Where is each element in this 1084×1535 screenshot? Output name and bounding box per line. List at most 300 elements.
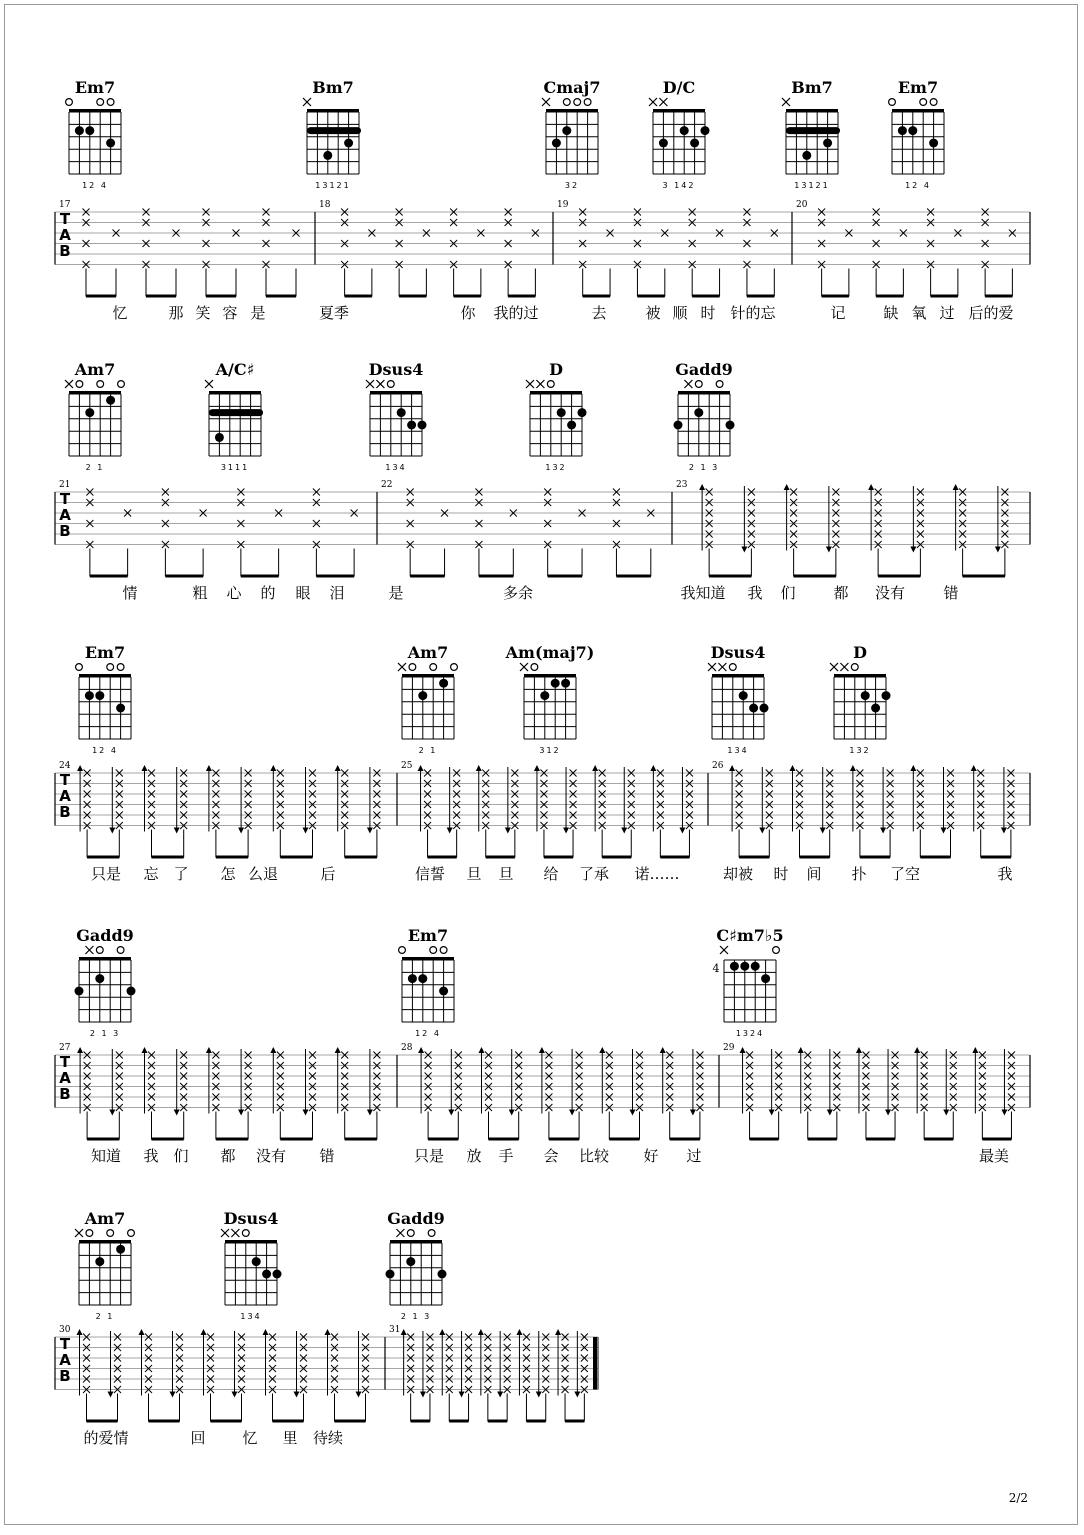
chord-name: D/C [662,78,696,97]
note-beam [609,1138,639,1141]
chord-fingering: 12 4 [415,1029,441,1038]
chord-name: Gadd9 [387,1209,445,1228]
chord-dot [749,704,758,713]
note-beam [860,856,890,859]
chord-dot [740,962,749,971]
chord-dot [659,139,668,148]
strum-arrowhead [784,484,790,490]
lyric-syllable: 了空 [889,865,921,883]
note-beam [709,575,751,578]
chord-dot [751,962,760,971]
chord-diagram [66,78,121,190]
strum-arrowhead [995,547,1001,553]
lyric-syllable: 回 [190,1429,206,1447]
chord-fingering: 2 1 3 [89,1029,121,1038]
strum-arrowhead [880,828,886,834]
open-string-mark [851,664,858,671]
strum-arrowhead [420,1392,426,1398]
chord-fingering: 32 [564,181,580,190]
note-beam [822,295,849,298]
chord-dot [557,408,566,417]
strum-arrowhead [574,1392,580,1398]
lyric-syllable: 多余 [502,584,534,602]
note-beam [345,1138,377,1141]
note-beam [216,1138,248,1141]
chord-dot [106,396,115,405]
strum-arrowhead [478,1329,484,1335]
open-string-mark [584,99,591,106]
lyric-syllable: 给 [543,865,559,883]
lyric-syllable: 我 [997,865,1013,883]
chord-barre [786,127,840,134]
open-string-mark [107,99,114,106]
chord-dot [802,151,811,160]
strum-arrowhead [238,828,244,834]
strum-arrowhead [303,1110,309,1116]
lyric-syllable: 么退 [247,865,279,883]
chord-dot [929,139,938,148]
measure-number: 26 [712,761,724,771]
lyric-syllable: 眼 [295,584,311,602]
lyric-syllable: 我知道 [680,584,726,602]
lyric-syllable: 都 [833,584,849,602]
strum-arrowhead [174,828,180,834]
lyric-syllable: 我的过 [493,304,539,322]
note-beam [985,295,1012,298]
chord-fingering: 2 1 [85,463,105,472]
strum-arrowhead [238,1110,244,1116]
note-beam [87,1138,119,1141]
chord-dot [418,974,427,983]
strum-arrowhead [139,1329,145,1335]
chord-fingering: 2 1 [95,1312,115,1321]
strum-arrowhead [650,765,656,771]
lyric-syllable: 缺 [883,304,899,322]
chord-dot [561,679,570,688]
note-beam [316,575,354,578]
strum-arrowhead [476,765,482,771]
strum-arrowhead [536,1392,542,1398]
measure-number: 18 [319,200,331,210]
strum-arrowhead [270,1047,276,1053]
lyric-syllable: 都 [220,1147,236,1165]
chord-diagram [303,78,361,190]
strum-arrowhead [563,828,569,834]
chord-dot [871,704,880,713]
chord-dot [408,974,417,983]
chord-diagram [708,643,769,755]
tab-clef-b: B [59,803,71,821]
measure-number: 31 [389,1325,401,1335]
chord-diagram [830,643,891,755]
chord-fingering: 312 [539,746,561,755]
strum-arrowhead [356,1392,362,1398]
tab-clef-a: A [59,787,71,805]
chord-dot [882,691,891,700]
chord-fingering: 2 1 [418,746,438,755]
lyric-syllable: 我 [143,1147,159,1165]
chord-fingering: 3 142 [662,181,696,190]
open-string-mark [66,99,73,106]
strum-arrowhead [505,828,511,834]
chord-dot [418,691,427,700]
chord-diagram [542,78,600,190]
strum-arrowhead [621,828,627,834]
lyric-syllable: 旦 [498,865,514,883]
strum-arrowhead [401,1329,407,1335]
note-beam [165,575,203,578]
chord-dot [438,1270,447,1279]
tab-clef-t: T [59,210,71,228]
lyric-syllable: 你 [460,304,476,322]
chord-name: Bm7 [312,78,354,97]
tab-clef-b: B [59,1367,71,1385]
strum-arrowhead [910,547,916,553]
note-beam [152,856,184,859]
chord-dot [761,974,770,983]
chord-fingering: 12 4 [92,746,118,755]
open-string-mark [409,664,416,671]
strum-arrowhead [201,1329,207,1335]
lyric-syllable: 的爱情 [83,1429,129,1447]
chord-dot [730,962,739,971]
tab-clef-b: B [59,522,71,540]
strum-arrowhead [325,1329,331,1335]
strum-arrowhead [459,1392,465,1398]
lyric-syllable: 们 [173,1147,189,1165]
open-string-mark [930,99,937,106]
open-string-mark [242,1230,249,1237]
chord-dot [85,126,94,135]
note-beam [878,575,920,578]
note-beam [565,1420,584,1423]
chord-dot [567,421,576,430]
tab-clef-t: T [59,1053,71,1071]
lyric-syllable: 间 [806,865,822,883]
strum-arrowhead [972,1047,978,1053]
lyric-syllable: 被 [645,304,661,322]
chord-name: D [853,643,867,662]
lyric-syllable: 们 [780,584,796,602]
open-string-mark [117,947,124,954]
chord-dot [116,1245,125,1254]
strum-arrowhead [335,765,341,771]
open-string-mark [889,99,896,106]
lyric-syllable: 知道 [90,1147,122,1165]
strum-arrowhead [534,765,540,771]
chord-diagram [398,643,457,755]
chord-name: Em7 [84,643,126,662]
strum-arrowhead [539,1047,545,1053]
chord-diagram [674,360,735,472]
lyric-syllable: 忆 [242,1429,258,1447]
note-beam [486,856,515,859]
note-beam [146,295,176,298]
open-string-mark [920,99,927,106]
strum-arrowhead [740,1047,746,1053]
chord-dot [75,987,84,996]
chord-dot [397,408,406,417]
lyric-syllable: 去 [591,304,607,322]
open-string-mark [107,664,114,671]
lyric-syllable: 心 [226,584,242,602]
strum-arrowhead [232,1392,238,1398]
chord-dot [407,421,416,430]
measure-number: 21 [59,480,71,490]
lyric-syllable: 了承 [578,865,610,883]
chord-fingering: 12 4 [82,181,108,190]
strum-arrowhead [206,1047,212,1053]
note-beam [241,575,279,578]
note-beam [982,1138,1011,1141]
note-beam [808,1138,837,1141]
chord-fingering: 134 [727,746,749,755]
tab-clef-a: A [59,1351,71,1369]
strum-arrowhead [759,828,765,834]
note-beam [428,856,457,859]
chord-fingering: 13121 [315,181,351,190]
strum-arrowhead [910,765,916,771]
chord-diagram [713,926,784,1038]
strum-arrowhead [142,765,148,771]
open-string-mark [96,947,103,954]
note-beam [90,575,128,578]
note-beam [616,575,650,578]
note-beam [583,295,610,298]
lyric-syllable: 扑 [851,865,867,883]
lyric-syllable: 我 [747,584,763,602]
chord-dot [701,126,710,135]
lyric-syllable: 旦 [466,865,482,883]
note-beam [489,1138,519,1141]
lyric-syllable: 过 [686,1147,702,1165]
chord-dot [418,421,427,430]
strum-arrowhead [1001,1110,1007,1116]
strum-arrowhead [827,1110,833,1116]
lyric-syllable: 顺 [672,304,688,322]
measure-number: 30 [59,1325,71,1335]
strum-arrowhead [971,765,977,771]
chord-diagram [75,926,136,1038]
note-beam [87,856,119,859]
chord-fingering: 132 [849,746,871,755]
chord-name: D [549,360,563,379]
chord-fingering: 1324 [735,1029,765,1038]
note-beam [670,1138,700,1141]
chord-name: Em7 [407,926,449,945]
chord-name: Dsus4 [368,360,424,379]
chord-fingering: 12 4 [905,181,931,190]
note-beam [794,575,836,578]
chord-dot [861,691,870,700]
chord-dot [551,679,560,688]
open-string-mark [76,381,83,388]
strum-arrowhead [690,1110,696,1116]
open-string-mark [117,664,124,671]
open-string-mark [76,664,83,671]
chord-dot [578,408,587,417]
strum-arrowhead [699,484,705,490]
chord-dot [344,139,353,148]
chord-dot [386,1270,395,1279]
strum-arrowhead [1001,828,1007,834]
open-string-mark [716,381,723,388]
chord-dot [106,139,115,148]
note-beam [747,295,774,298]
note-beam [544,856,573,859]
strum-arrowhead [790,765,796,771]
strum-arrowhead [335,1047,341,1053]
lyric-syllable: 了 [173,865,189,883]
strum-arrowhead [943,1110,949,1116]
strum-arrowhead [108,1392,114,1398]
chord-diagram [76,643,131,755]
chord-fingering: 2 1 3 [688,463,720,472]
chord-dot [116,704,125,713]
strum-arrowhead [263,1329,269,1335]
chord-dot [739,691,748,700]
open-string-mark [428,1230,435,1237]
open-string-mark [574,99,581,106]
strum-arrowhead [418,765,424,771]
open-string-mark [695,381,702,388]
strum-arrowhead [914,1047,920,1053]
strum-arrowhead [418,1047,424,1053]
lyric-syllable: 记 [830,304,846,322]
note-beam [149,1420,180,1423]
chord-barre [209,409,263,416]
strum-arrowhead [953,484,959,490]
note-beam [87,1420,118,1423]
lyric-syllable: 只是 [90,865,122,883]
measure-number: 24 [59,761,71,771]
open-string-mark [118,381,125,388]
lyric-syllable: 的 [260,584,276,602]
chord-diagram [221,1209,282,1321]
note-beam [86,295,116,298]
lyric-syllable: 容 [222,304,238,322]
strum-arrowhead [174,1110,180,1116]
note-beam [206,295,236,298]
note-beam [211,1420,242,1423]
open-string-mark [430,664,437,671]
chord-name: Em7 [74,78,116,97]
strum-arrowhead [516,1329,522,1335]
lyric-syllable: 过 [939,304,955,322]
strum-arrowhead [439,1329,445,1335]
note-beam [508,295,535,298]
strum-arrowhead [820,828,826,834]
lyric-syllable: 错 [943,584,959,602]
chord-dot [273,1270,282,1279]
measure-number: 22 [381,480,393,490]
tab-clef-t: T [59,1335,71,1353]
chord-dot [674,421,683,430]
chord-dot [898,126,907,135]
chord-name: Am7 [74,360,116,379]
strum-arrowhead [448,1110,454,1116]
note-beam [800,856,830,859]
lyric-syllable: 只是 [413,1147,445,1165]
chord-dot [95,974,104,983]
chord-dot [252,1257,261,1266]
strum-arrowhead [77,1047,83,1053]
chord-dot [562,126,571,135]
lyric-syllable: 里 [282,1429,298,1447]
lyric-syllable: 是 [250,304,266,322]
tab-clef-b: B [59,1085,71,1103]
strum-arrowhead [826,547,832,553]
lyric-syllable: 夏季 [318,304,350,322]
chord-dot [75,126,84,135]
note-beam [692,295,719,298]
chord-dot [694,408,703,417]
note-beam [526,1420,545,1423]
open-string-mark [86,1230,93,1237]
tab-clef-t: T [59,771,71,789]
note-beam [488,1420,507,1423]
chord-diagram [75,1209,134,1321]
note-beam [637,295,664,298]
note-beam [335,1420,366,1423]
lyric-syllable: 放 [466,1147,482,1165]
lyric-syllable: 没有 [255,1147,287,1165]
lyric-syllable: 最美 [978,1147,1010,1165]
lyric-syllable: 信誓 [414,865,446,883]
strum-arrowhead [679,828,685,834]
chord-dot [323,151,332,160]
strum-arrowhead [885,1110,891,1116]
lyric-syllable: 待续 [312,1429,344,1447]
strum-arrowhead [941,828,947,834]
note-beam [660,856,689,859]
note-beam [549,1138,579,1141]
strum-arrowhead [447,828,453,834]
chord-fingering: 134 [385,463,407,472]
note-beam [273,1420,304,1423]
chord-dot [680,126,689,135]
open-string-mark [531,664,538,671]
note-beam [411,1420,430,1423]
chord-fingering: 132 [545,463,567,472]
open-string-mark [407,1230,414,1237]
chord-diagram [782,78,840,190]
note-beam [924,1138,953,1141]
strum-arrowhead [367,828,373,834]
chord-dot [406,1257,415,1266]
lyric-syllable: 粗 [192,584,208,602]
lyric-syllable: 时 [700,304,716,322]
strum-arrowhead [479,1047,485,1053]
measure-number: 27 [59,1043,71,1053]
lyric-syllable: 氧 [911,304,927,322]
final-bar [593,1337,597,1390]
lyric-syllable: 怎 [220,865,236,883]
lyric-syllable: 错 [319,1147,335,1165]
chord-barre [307,127,361,134]
strum-arrowhead [630,1110,636,1116]
chord-fingering: 13121 [794,181,830,190]
strum-arrowhead [497,1392,503,1398]
chord-dot [823,139,832,148]
chord-name: Am7 [407,643,449,662]
open-string-mark [97,381,104,388]
lyric-syllable: 手 [498,1147,514,1165]
chord-name: Am7 [84,1209,126,1228]
page-number: 2/2 [1008,1491,1028,1505]
open-string-mark [399,947,406,954]
note-beam [739,856,769,859]
